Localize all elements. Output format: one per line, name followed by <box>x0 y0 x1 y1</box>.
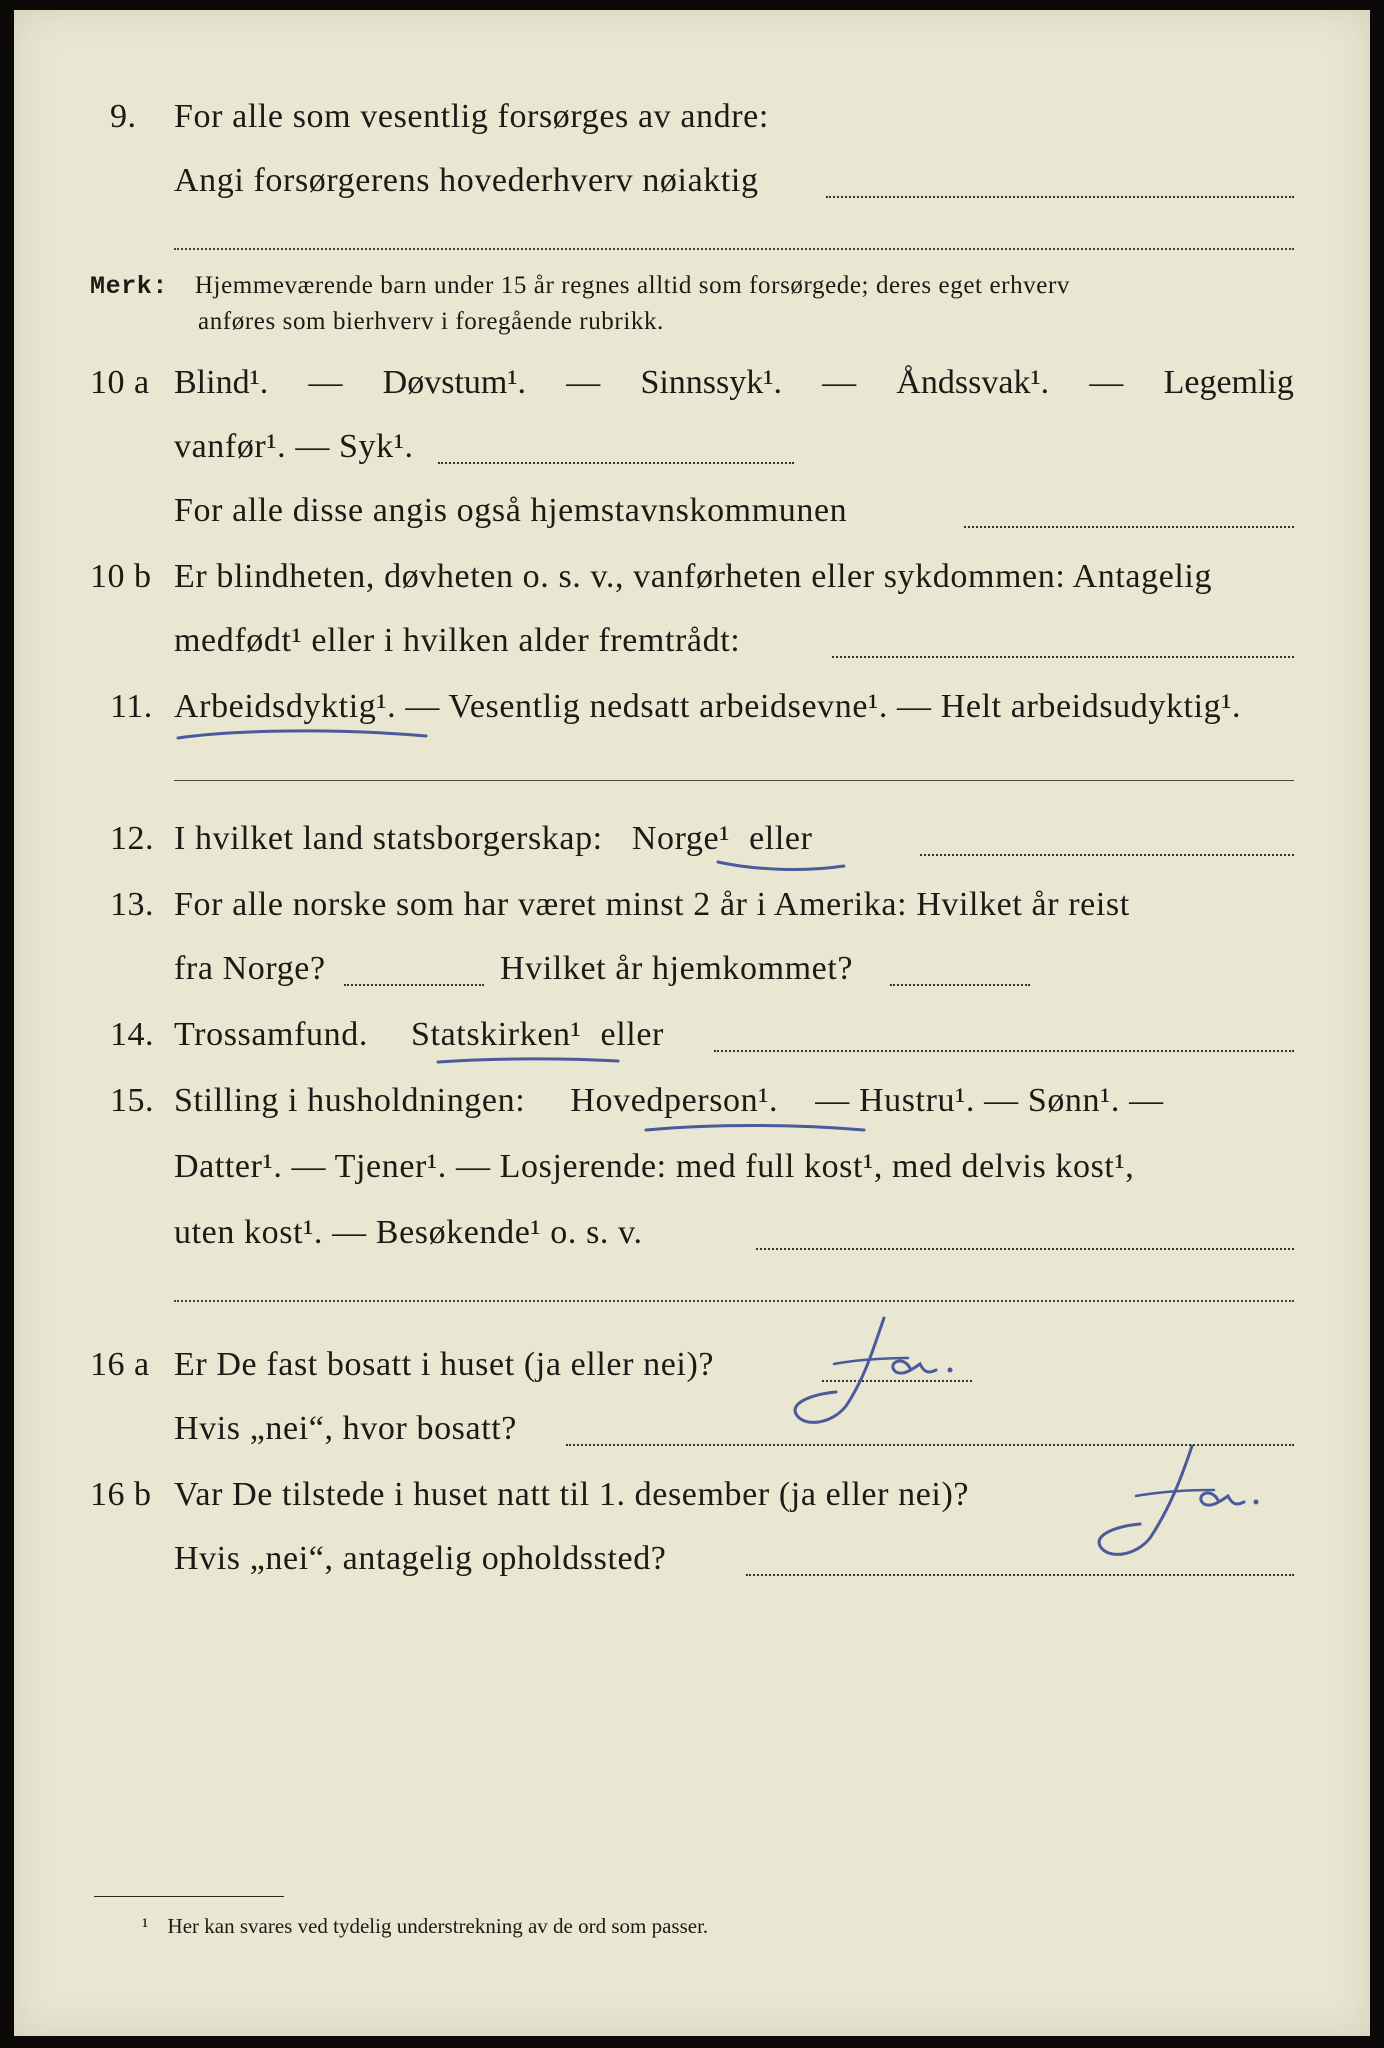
q11-number: 11. <box>110 688 153 725</box>
q9-text: For alle som vesentlig forsørges av andre: <box>174 98 769 135</box>
q10a-text3: For alle disse angis også hjemstavnskommunen <box>174 492 848 529</box>
q14-other-field[interactable] <box>714 1050 1294 1052</box>
q14-text <box>174 1016 664 1054</box>
q15-text2: Datter¹. — Tjener¹. — Losjerende: med full kost¹, med delvis kost¹, <box>174 1148 1135 1185</box>
q16b-text1: Var De tilstede i huset natt til 1. desember (ja eller nei)? <box>174 1476 970 1513</box>
q10a-dash3: — <box>822 364 857 401</box>
q13-hjemkommet-field[interactable] <box>890 984 1030 986</box>
q10a-number: 10 a <box>90 364 150 401</box>
q10a-line2 <box>14 428 1370 478</box>
q14-eller: eller <box>600 1016 664 1053</box>
q10b-line1 <box>14 558 1370 608</box>
q10a-hjemstavn-field[interactable] <box>964 526 1294 528</box>
merk-line1 <box>90 272 1070 301</box>
q13-reist-label: fra Norge? <box>174 950 326 987</box>
q12-eller: eller <box>749 820 813 857</box>
section-divider-1 <box>174 780 1294 781</box>
q10b-text1: Er blindheten, døvheten o. s. v., vanførheten eller sykdommen: Antagelig <box>174 558 1213 595</box>
q10b-text2: medfødt¹ eller i hvilken alder fremtrådt: <box>174 622 741 659</box>
q10b-number: 10 b <box>90 558 152 595</box>
q14-line <box>14 1016 1370 1066</box>
q10a-opt-dovstum: Døvstum¹. <box>382 364 527 401</box>
q16b-answer-text <box>1138 1470 1151 1485</box>
footnote-text: Her kan svares ved tydelig understrekning av de ord som passer. <box>167 1914 709 1938</box>
q10a-dash4: — <box>1089 364 1124 401</box>
q13-number: 13. <box>110 886 154 923</box>
q11-opt-arbeidsdyktig[interactable]: Arbeidsdyktig¹. <box>174 688 397 725</box>
q10a-text2: vanfør¹. — Syk¹. <box>174 428 414 465</box>
q12-label: I hvilket land statsborgerskap: <box>174 820 603 857</box>
q10b-line2 <box>14 622 1370 672</box>
q13-hjemkommet-label: Hvilket år hjemkommet? <box>500 950 854 987</box>
q11-opt-rest: — Vesentlig nedsatt arbeidsevne¹. — Helt arbeidsudyktig¹. <box>405 688 1242 725</box>
q15-opts-rest: — Hustru¹. — Sønn¹. — <box>815 1082 1164 1119</box>
q11-text <box>174 688 1241 726</box>
q15-line2 <box>14 1148 1370 1198</box>
footnote <box>142 1914 708 1939</box>
q14-label: Trossamfund. <box>174 1016 368 1053</box>
merk-label: Merk: <box>90 272 169 301</box>
q10a-dash1: — <box>308 364 343 401</box>
q11-handwritten-underline <box>174 726 434 746</box>
section-divider-2 <box>174 1300 1294 1302</box>
q12-text <box>174 820 813 858</box>
footnote-rule <box>94 1896 284 1897</box>
q16a-line1 <box>14 1346 1370 1396</box>
q15-handwritten-underline <box>642 1118 872 1138</box>
q14-handwritten-underline <box>434 1052 624 1072</box>
q14-number: 14. <box>110 1016 154 1053</box>
q10a-opt-sinnssyk: Sinnssyk¹. <box>640 364 782 401</box>
q16b-line2 <box>14 1540 1370 1590</box>
q12-opt-norge[interactable]: Norge¹ <box>631 820 730 857</box>
q9-provider-label: Angi forsørgerens hovederhverv nøiaktig <box>174 162 759 199</box>
q13-reist-field[interactable] <box>344 984 484 986</box>
q16a-text2: Hvis „nei“, hvor bosatt? <box>174 1410 517 1447</box>
q10b-alder-field[interactable] <box>832 656 1294 658</box>
q10a-line1 <box>14 364 1370 414</box>
q15-line3 <box>14 1214 1370 1264</box>
q12-number: 12. <box>110 820 154 857</box>
q10a-opt-andssvak: Åndssvak¹. <box>896 364 1050 401</box>
q16b-opholdssted-field[interactable] <box>746 1574 1294 1576</box>
q15-opt-hovedperson[interactable]: Hovedperson¹. <box>570 1082 779 1119</box>
q13-text1: For alle norske som har været minst 2 år i Amerika: Hvilket år reist <box>174 886 1130 923</box>
q16b-text2: Hvis „nei“, antagelig opholdssted? <box>174 1540 667 1577</box>
q9-number: 9. <box>110 98 137 135</box>
q10a-dash2: — <box>566 364 601 401</box>
q12-other-country-field[interactable] <box>920 854 1294 856</box>
q16a-answer-text <box>838 1340 851 1355</box>
q15-number: 15. <box>110 1082 154 1119</box>
q9-line1 <box>14 98 1370 148</box>
merk-text1: Hjemmeværende barn under 15 år regnes alltid som forsørgede; deres eget erhverv <box>194 272 1070 299</box>
q10a-opt-legemlig: Legemlig <box>1163 364 1294 401</box>
q9-line2 <box>14 162 1370 212</box>
q15-label: Stilling i husholdningen: <box>174 1082 526 1119</box>
merk-text2: anføres som bierhverv i foregående rubrikk. <box>198 308 664 335</box>
q10a-options <box>174 364 1294 402</box>
q15-text3: uten kost¹. — Besøkende¹ o. s. v. <box>174 1214 643 1251</box>
q16a-text1: Er De fast bosatt i huset (ja eller nei)? <box>174 1346 715 1383</box>
q12-handwritten-underline <box>714 856 854 876</box>
q13-line2 <box>14 950 1370 1000</box>
q16b-number: 16 b <box>90 1476 152 1513</box>
q15-other-field[interactable] <box>756 1248 1294 1250</box>
q9-provider-field[interactable] <box>826 196 1294 198</box>
q13-line1 <box>14 886 1370 936</box>
q10a-syk-field[interactable] <box>438 462 794 464</box>
q9-extra-line[interactable] <box>174 248 1294 250</box>
q16a-number: 16 a <box>90 1346 150 1383</box>
q15-text1 <box>174 1082 1164 1120</box>
q10a-line3 <box>14 492 1370 542</box>
census-form-page <box>14 10 1370 2036</box>
q14-opt-statskirken[interactable]: Statskirken¹ <box>411 1016 582 1053</box>
footnote-mark: ¹ <box>142 1914 149 1938</box>
q10a-opt-blind: Blind¹. <box>174 364 269 401</box>
q12-line <box>14 820 1370 870</box>
